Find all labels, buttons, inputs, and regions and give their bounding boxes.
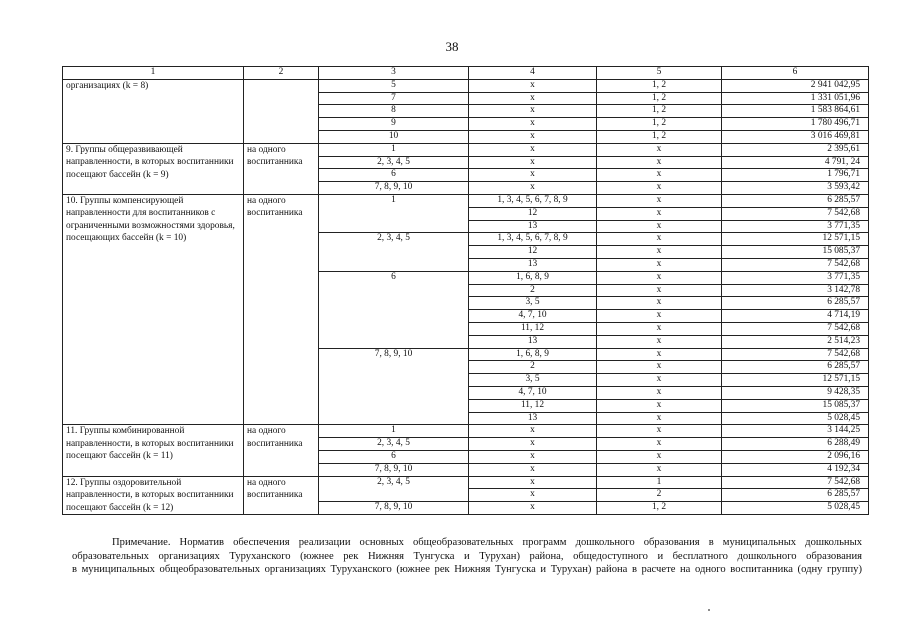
value-cell: 15 085,37 — [722, 399, 869, 412]
table-row — [63, 194, 869, 207]
column-header: 5 — [597, 67, 722, 80]
table-cell: 4, 7, 10 — [469, 310, 597, 323]
table-cell: x — [597, 386, 722, 399]
footnote-line: образовательных организациях Туруханского (южнее рек Нижняя Тунгуска и Турухан) района, общедоступного и бесплатного дошкольного образования — [72, 550, 862, 562]
table-cell: 6 — [319, 450, 469, 463]
table-cell: 1, 2 — [597, 79, 722, 92]
table-cell: x — [597, 182, 722, 195]
table-cell: 1, 2 — [597, 502, 722, 515]
value-cell: 7 542,68 — [722, 476, 869, 489]
value-cell: 3 771,35 — [722, 220, 869, 233]
table-cell: 5 — [319, 79, 469, 92]
table-cell: x — [597, 335, 722, 348]
header-row — [63, 67, 869, 80]
value-cell: 2 096,16 — [722, 450, 869, 463]
value-cell: 9 428,35 — [722, 386, 869, 399]
value-cell: 6 288,49 — [722, 438, 869, 451]
age-group-cell: 7, 8, 9, 10 — [319, 502, 469, 515]
table-cell: x — [597, 258, 722, 271]
age-group-cell: 2, 3, 4, 5 — [319, 233, 469, 271]
footnote — [72, 536, 862, 577]
table-cell: x — [597, 233, 722, 246]
footnote-line: Примечание. Норматив обеспечения реализации основных общеобразовательных программ дошкольного образования в муниципальных дошкольных — [112, 537, 862, 548]
table-cell: x — [597, 271, 722, 284]
value-cell: 4 714,19 — [722, 310, 869, 323]
column-header: 3 — [319, 67, 469, 80]
table-cell: 1, 2 — [597, 130, 722, 143]
table-cell: x — [597, 348, 722, 361]
table-cell: 1, 3, 4, 5, 6, 7, 8, 9 — [469, 194, 597, 207]
table-cell: 1 — [597, 476, 722, 489]
age-group-cell: 2, 3, 4, 5 — [319, 476, 469, 502]
table-cell: x — [597, 156, 722, 169]
group-name: 11. Группы комбинированной направленности, в которых воспитанники посещают бассейн (k = 11) — [63, 425, 244, 476]
table-cell: x — [597, 169, 722, 182]
table-cell: 11, 12 — [469, 399, 597, 412]
column-header: 6 — [722, 67, 869, 80]
group-unit: на одного воспитанника — [244, 143, 319, 194]
value-cell: 1 583 864,61 — [722, 105, 869, 118]
group-name: 10. Группы компенсирующей направленности для воспитанников с ограниченными возможностями здоровья, посещающих бассейн (k = 10) — [63, 194, 244, 424]
table-cell: 1, 2 — [597, 118, 722, 131]
group-unit — [244, 79, 319, 143]
table-cell: 7, 8, 9, 10 — [319, 182, 469, 195]
table-cell: x — [597, 438, 722, 451]
value-cell: 2 514,23 — [722, 335, 869, 348]
table-cell: x — [597, 374, 722, 387]
group-unit: на одного воспитанника — [244, 425, 319, 476]
table-row — [63, 79, 869, 92]
table-cell: 8 — [319, 105, 469, 118]
age-group-cell: 7, 8, 9, 10 — [319, 348, 469, 425]
footnote-line: в муниципальных общеобразовательных организациях Туруханского (южнее рек Нижняя Тунгуска и Турухан) района в расчете на одного воспитанника (одну группу) — [72, 564, 862, 576]
table-cell: 2 — [469, 361, 597, 374]
table-cell: 3, 5 — [469, 374, 597, 387]
table-cell: x — [597, 361, 722, 374]
value-cell: 3 144,25 — [722, 425, 869, 438]
value-cell: 2 941 042,95 — [722, 79, 869, 92]
column-header: 4 — [469, 67, 597, 80]
table-cell: 2 — [597, 489, 722, 502]
group-unit: на одного воспитанника — [244, 194, 319, 424]
table-cell: x — [597, 463, 722, 476]
table-cell: x — [597, 284, 722, 297]
table-cell: x — [469, 118, 597, 131]
table-cell: 6 — [319, 169, 469, 182]
value-cell: 5 028,45 — [722, 412, 869, 425]
table-cell: x — [597, 412, 722, 425]
value-cell: 15 085,37 — [722, 246, 869, 259]
scan-speck — [708, 609, 710, 611]
column-header: 1 — [63, 67, 244, 80]
value-cell: 6 285,57 — [722, 194, 869, 207]
table-cell: x — [469, 79, 597, 92]
age-group-cell: 1 — [319, 194, 469, 232]
value-cell: 6 285,57 — [722, 489, 869, 502]
table-cell: x — [597, 194, 722, 207]
table-cell: 2, 3, 4, 5 — [319, 438, 469, 451]
table-cell: 1, 6, 8, 9 — [469, 348, 597, 361]
table-cell: x — [469, 92, 597, 105]
table-cell: 12 — [469, 207, 597, 220]
value-cell: 3 016 469,81 — [722, 130, 869, 143]
table-cell: 11, 12 — [469, 322, 597, 335]
table-cell: 13 — [469, 412, 597, 425]
value-cell: 3 142,78 — [722, 284, 869, 297]
table-cell: x — [469, 156, 597, 169]
table-cell: 1, 6, 8, 9 — [469, 271, 597, 284]
table-cell: x — [469, 489, 597, 502]
table-cell: 12 — [469, 246, 597, 259]
page-number: 38 — [445, 39, 459, 54]
value-cell: 4 192,34 — [722, 463, 869, 476]
group-name: 12. Группы оздоровительной направленности, в которых воспитанники посещают бассейн (k = 12) — [63, 476, 244, 515]
table-cell: x — [597, 220, 722, 233]
age-group-cell: 6 — [319, 271, 469, 348]
group-unit: на одного воспитанника — [244, 476, 319, 515]
table-cell: 1 — [319, 143, 469, 156]
value-cell: 1 780 496,71 — [722, 118, 869, 131]
value-cell: 7 542,68 — [722, 322, 869, 335]
table-cell: x — [469, 425, 597, 438]
table-cell: x — [597, 425, 722, 438]
value-cell: 1 796,71 — [722, 169, 869, 182]
table-cell: x — [469, 463, 597, 476]
table-cell: x — [597, 310, 722, 323]
table-cell: x — [469, 438, 597, 451]
table-cell: x — [597, 399, 722, 412]
value-cell: 3 593,42 — [722, 182, 869, 195]
table-cell: 9 — [319, 118, 469, 131]
value-cell: 7 542,68 — [722, 348, 869, 361]
table-cell: 1 — [319, 425, 469, 438]
value-cell: 6 285,57 — [722, 361, 869, 374]
group-name: 9. Группы общеразвивающей направленности, в которых воспитанники посещают бассейн (k = 9) — [63, 143, 244, 194]
table-cell: 2, 3, 4, 5 — [319, 156, 469, 169]
table-cell: 10 — [319, 130, 469, 143]
table-cell: x — [597, 297, 722, 310]
table-cell: x — [469, 143, 597, 156]
table-cell: x — [469, 130, 597, 143]
table-cell: 1, 2 — [597, 105, 722, 118]
column-header: 2 — [244, 67, 319, 80]
table-cell: x — [597, 207, 722, 220]
value-cell: 3 771,35 — [722, 271, 869, 284]
table-cell: x — [469, 476, 597, 489]
table-cell: x — [469, 169, 597, 182]
table-cell: x — [597, 246, 722, 259]
table-row — [63, 143, 869, 156]
value-cell: 2 395,61 — [722, 143, 869, 156]
table-cell: 13 — [469, 220, 597, 233]
table-row — [63, 425, 869, 438]
value-cell: 5 028,45 — [722, 502, 869, 515]
table-cell: 1, 2 — [597, 92, 722, 105]
norms-table — [62, 66, 869, 515]
table-cell: x — [597, 450, 722, 463]
table-cell: x — [597, 143, 722, 156]
table-cell: 7, 8, 9, 10 — [319, 463, 469, 476]
value-cell: 1 331 051,96 — [722, 92, 869, 105]
table-cell: x — [469, 105, 597, 118]
table-cell: 13 — [469, 258, 597, 271]
table-cell: x — [469, 182, 597, 195]
table-cell: 3, 5 — [469, 297, 597, 310]
table-cell: 2 — [469, 284, 597, 297]
table-row — [63, 476, 869, 489]
table-cell: 4, 7, 10 — [469, 386, 597, 399]
group-name: организациях (k = 8) — [63, 79, 244, 143]
value-cell: 12 571,15 — [722, 374, 869, 387]
value-cell: 7 542,68 — [722, 258, 869, 271]
table-cell: x — [469, 502, 597, 515]
table-cell: x — [597, 322, 722, 335]
table-cell: 13 — [469, 335, 597, 348]
table-cell: 7 — [319, 92, 469, 105]
value-cell: 7 542,68 — [722, 207, 869, 220]
table-cell: 1, 3, 4, 5, 6, 7, 8, 9 — [469, 233, 597, 246]
value-cell: 12 571,15 — [722, 233, 869, 246]
table-cell: x — [469, 450, 597, 463]
value-cell: 4 791, 24 — [722, 156, 869, 169]
value-cell: 6 285,57 — [722, 297, 869, 310]
